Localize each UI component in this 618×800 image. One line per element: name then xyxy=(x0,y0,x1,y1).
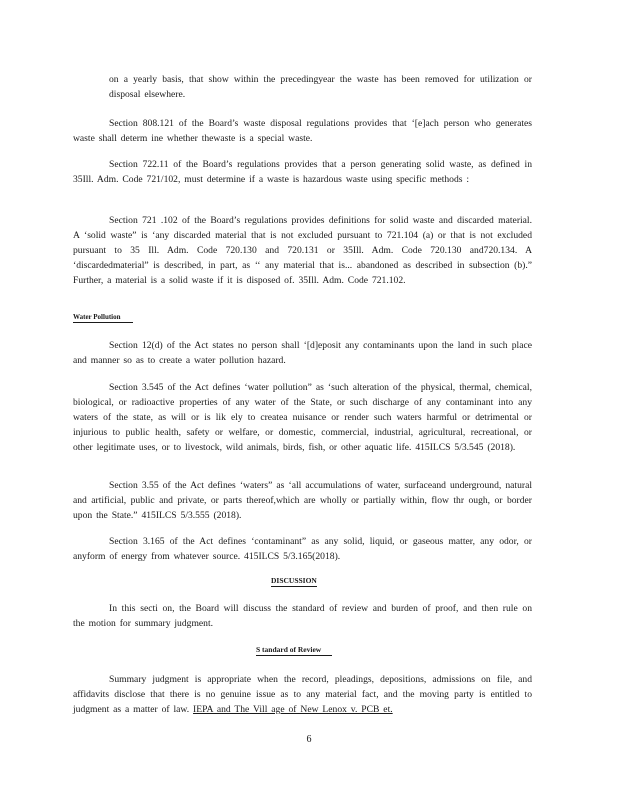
case-citation: IEPA and The Vill age of New Lenox v. PCB et. xyxy=(193,704,393,715)
heading-standard-of-review: S tandard of Review xyxy=(256,645,332,656)
heading-water-pollution: Water Pollution xyxy=(73,313,133,323)
paragraph-section-3-55: Section 3.55 of the Act defines ‘waters” as ‘all accumulations of water, surfaceand underground, natural and artificial, public and private, or parts thereof,which are wholly or partially within, flow thr ough, or border upon the State.” 415ILCS 5/3.555 (2018). xyxy=(73,480,532,521)
paragraph-section-721-102: Section 721 .102 of the Board’s regulations provides definitions for solid waste and discarded material. A ‘solid waste” is ‘any discarded material that is not excluded pursuant to 721.104 (a) or that is not excluded pursuant to 35 Ill. Adm. Code 720.130 and 720.131 or 35Ill. Adm. Code 720.130 and720.134. A ‘discardedmaterial” is described, in part, as ‘‘ any material that is... abandoned as described in subsection (b).” Further, a material is a solid waste if it is disposed of. 35Ill. Adm. Code 721.102. xyxy=(73,215,532,286)
paragraph-continuation: on a yearly basis, that show within the precedingyear the waste has been removed for utilization or disposal elsewhere. xyxy=(109,74,532,100)
paragraph-section-3-545: Section 3.545 of the Act defines ‘water pollution” as ‘such alteration of the physical, thermal, chemical, biological, or radioactive properties of any water of the State, or such discharge of any contaminant into any waters of the state, as will or is lik ely to createa nuisance or render such waters harmful or detrimental or injurious to public health, safety or welfare, or domestic, commercial, industrial, agricultural, recreational, or other legitimate uses, or to livestock, wild animals, birds, fish, or other aquatic life. 415ILCS 5/3.545 (2018). xyxy=(73,382,532,453)
page-number: 6 xyxy=(306,734,312,745)
paragraph-summary-judgment xyxy=(73,672,532,717)
summary-judgment-text: Summary judgment is appropriate when the record, pleadings, depositions, admissions on file, and affidavits disclose that there is no genuine issue as to any material fact, and the moving party is entitled to judgment as a matter of law. xyxy=(73,674,532,715)
paragraph-discussion-intro: In this secti on, the Board will discuss the standard of review and burden of proof, and then rule on the motion for summary judgment. xyxy=(73,603,532,629)
paragraph-section-12d: Section 12(d) of the Act states no person shall ‘[d]eposit any contaminants upon the land in such place and manner so as to create a water pollution hazard. xyxy=(73,340,532,366)
paragraph-section-808-121: Section 808.121 of the Board’s waste disposal regulations provides that ‘[e]ach person who generates waste shall determ ine whether thewaste is a special waste. xyxy=(73,118,532,144)
paragraph-section-3-165: Section 3.165 of the Act defines ‘contaminant” as any solid, liquid, or gaseous matter, any odor, or anyform of energy from whatever source. 415ILCS 5/3.165(2018). xyxy=(73,536,532,562)
paragraph-section-722-11: Section 722.11 of the Board’s regulations provides that a person generating solid waste, as defined in 35Ill. Adm. Code 721/102, must determine if a waste is hazardous waste using specific methods : xyxy=(73,159,532,185)
heading-discussion: DISCUSSION xyxy=(271,576,317,585)
